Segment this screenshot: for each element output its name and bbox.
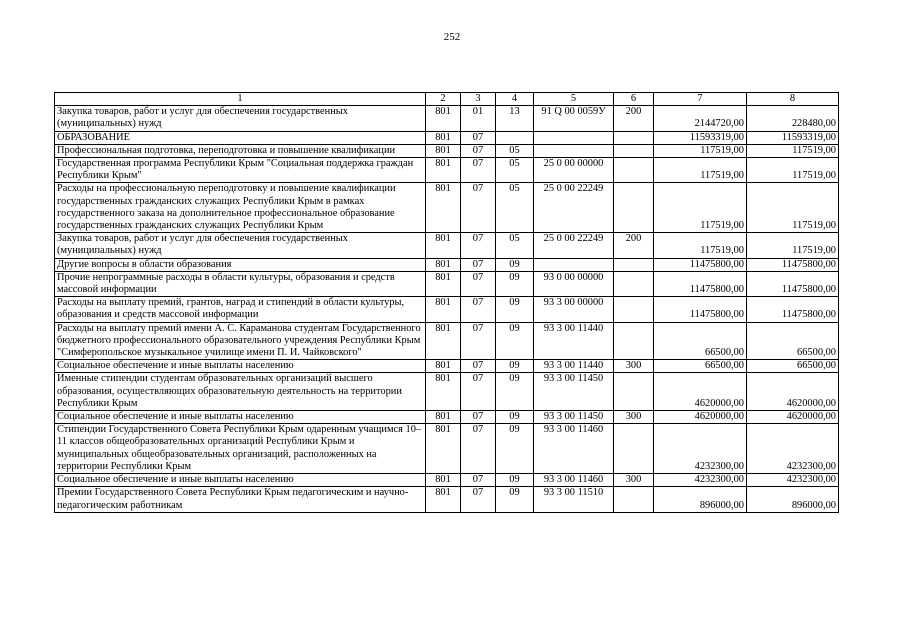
item-name: Закупка товаров, работ и услуг для обеспечения государственных (муниципальных) нужд <box>55 233 426 258</box>
amount-year-2: 4232300,00 <box>747 474 839 487</box>
section-code: 07 <box>461 271 496 296</box>
header-cell: 1 <box>55 93 426 106</box>
ministry-code: 801 <box>426 158 461 183</box>
ministry-code: 801 <box>426 297 461 322</box>
item-name: Расходы на профессиональную переподготовку и повышение квалификации государственных гражданских служащих Республики Крым в рамках государственного заказа на дополнительное профессиональное образование государственных гражданских служащих Республики Крым <box>55 183 426 233</box>
subsection-code: 09 <box>496 373 534 411</box>
expense-type-code <box>614 322 654 360</box>
page-number: 252 <box>443 31 461 43</box>
amount-year-1: 2144720,00 <box>654 106 747 131</box>
section-code: 07 <box>461 474 496 487</box>
subsection-code: 09 <box>496 271 534 296</box>
target-article-code: 93 0 00 00000 <box>534 271 614 296</box>
target-article-code <box>534 131 614 144</box>
expense-type-code <box>614 158 654 183</box>
table-row <box>55 474 839 487</box>
table-row <box>55 183 839 233</box>
section-code: 07 <box>461 424 496 474</box>
section-code: 07 <box>461 258 496 271</box>
item-name: Социальное обеспечение и иные выплаты населению <box>55 474 426 487</box>
section-code: 07 <box>461 183 496 233</box>
subsection-code: 05 <box>496 144 534 157</box>
table-row <box>55 258 839 271</box>
target-article-code: 93 3 00 11440 <box>534 322 614 360</box>
ministry-code: 801 <box>426 487 461 512</box>
target-article-code: 25 0 00 22249 <box>534 183 614 233</box>
target-article-code: 91 Q 00 0059У <box>534 106 614 131</box>
amount-year-1: 4620000,00 <box>654 373 747 411</box>
target-article-code: 93 3 00 11460 <box>534 424 614 474</box>
target-article-code <box>534 144 614 157</box>
amount-year-2: 4620000,00 <box>747 411 839 424</box>
subsection-code: 05 <box>496 158 534 183</box>
amount-year-1: 11593319,00 <box>654 131 747 144</box>
section-code: 07 <box>461 297 496 322</box>
item-name: Премии Государственного Совета Республики Крым педагогическим и научно-педагогическим работникам <box>55 487 426 512</box>
target-article-code: 93 3 00 11440 <box>534 360 614 373</box>
ministry-code: 801 <box>426 106 461 131</box>
expense-type-code <box>614 373 654 411</box>
item-name: Социальное обеспечение и иные выплаты населению <box>55 411 426 424</box>
amount-year-2: 4620000,00 <box>747 373 839 411</box>
table-row <box>55 373 839 411</box>
item-name: Другие вопросы в области образования <box>55 258 426 271</box>
expense-type-code <box>614 183 654 233</box>
table-row <box>55 271 839 296</box>
item-name: Социальное обеспечение и иные выплаты населению <box>55 360 426 373</box>
expense-type-code: 300 <box>614 411 654 424</box>
amount-year-2: 4232300,00 <box>747 424 839 474</box>
item-name: Стипендии Государственного Совета Республики Крым одаренным учащимся 10–11 классов общеобразовательных организаций Республики Крым и муниципальных общеобразовательных организаций, расположенных на территории Республики Крым <box>55 424 426 474</box>
table-row <box>55 297 839 322</box>
subsection-code: 09 <box>496 424 534 474</box>
header-cell: 4 <box>496 93 534 106</box>
target-article-code: 93 3 00 00000 <box>534 297 614 322</box>
section-code: 07 <box>461 373 496 411</box>
subsection-code <box>496 131 534 144</box>
header-cell: 5 <box>534 93 614 106</box>
amount-year-1: 4232300,00 <box>654 474 747 487</box>
amount-year-1: 117519,00 <box>654 144 747 157</box>
amount-year-1: 11475800,00 <box>654 258 747 271</box>
expense-type-code <box>614 144 654 157</box>
table-row <box>55 411 839 424</box>
amount-year-1: 117519,00 <box>654 158 747 183</box>
amount-year-2: 11475800,00 <box>747 297 839 322</box>
table-row <box>55 424 839 474</box>
amount-year-2: 66500,00 <box>747 360 839 373</box>
subsection-code: 09 <box>496 487 534 512</box>
target-article-code: 93 3 00 11450 <box>534 373 614 411</box>
subsection-code: 09 <box>496 360 534 373</box>
section-code: 07 <box>461 411 496 424</box>
subsection-code: 05 <box>496 183 534 233</box>
item-name: Прочие непрограммные расходы в области культуры, образования и средств массовой информации <box>55 271 426 296</box>
header-cell: 3 <box>461 93 496 106</box>
header-cell: 8 <box>747 93 839 106</box>
expense-type-code <box>614 424 654 474</box>
table-row <box>55 233 839 258</box>
ministry-code: 801 <box>426 183 461 233</box>
target-article-code: 25 0 00 22249 <box>534 233 614 258</box>
expense-type-code <box>614 131 654 144</box>
amount-year-1: 117519,00 <box>654 183 747 233</box>
amount-year-1: 4232300,00 <box>654 424 747 474</box>
amount-year-1: 66500,00 <box>654 360 747 373</box>
section-code: 01 <box>461 106 496 131</box>
expense-type-code <box>614 297 654 322</box>
subsection-code: 09 <box>496 411 534 424</box>
amount-year-2: 66500,00 <box>747 322 839 360</box>
target-article-code: 93 3 00 11450 <box>534 411 614 424</box>
expense-type-code <box>614 271 654 296</box>
table-row <box>55 131 839 144</box>
table-row <box>55 322 839 360</box>
ministry-code: 801 <box>426 131 461 144</box>
expense-type-code: 300 <box>614 360 654 373</box>
amount-year-1: 896000,00 <box>654 487 747 512</box>
ministry-code: 801 <box>426 360 461 373</box>
item-name: ОБРАЗОВАНИЕ <box>55 131 426 144</box>
budget-table <box>54 92 839 513</box>
item-name: Государственная программа Республики Крым "Социальная поддержка граждан Республики Крым" <box>55 158 426 183</box>
amount-year-2: 117519,00 <box>747 233 839 258</box>
header-cell: 7 <box>654 93 747 106</box>
amount-year-2: 11475800,00 <box>747 258 839 271</box>
ministry-code: 801 <box>426 322 461 360</box>
amount-year-1: 117519,00 <box>654 233 747 258</box>
target-article-code: 25 0 00 00000 <box>534 158 614 183</box>
ministry-code: 801 <box>426 424 461 474</box>
item-name: Расходы на выплату премий имени А. С. Караманова студентам Государственного бюджетного профессионального образовательного учреждения Республики Крым "Симферопольское музыкальное училище имени П. И. Чайковского" <box>55 322 426 360</box>
subsection-code: 09 <box>496 297 534 322</box>
table-row <box>55 360 839 373</box>
ministry-code: 801 <box>426 144 461 157</box>
section-code: 07 <box>461 360 496 373</box>
amount-year-2: 11593319,00 <box>747 131 839 144</box>
target-article-code: 93 3 00 11510 <box>534 487 614 512</box>
amount-year-1: 4620000,00 <box>654 411 747 424</box>
table-row <box>55 487 839 512</box>
amount-year-2: 117519,00 <box>747 158 839 183</box>
table-row <box>55 158 839 183</box>
section-code: 07 <box>461 158 496 183</box>
item-name: Профессиональная подготовка, переподготовка и повышение квалификации <box>55 144 426 157</box>
subsection-code: 09 <box>496 322 534 360</box>
section-code: 07 <box>461 233 496 258</box>
target-article-code: 93 3 00 11460 <box>534 474 614 487</box>
header-cell: 6 <box>614 93 654 106</box>
ministry-code: 801 <box>426 258 461 271</box>
table-row <box>55 106 839 131</box>
expense-type-code: 200 <box>614 106 654 131</box>
amount-year-2: 117519,00 <box>747 144 839 157</box>
item-name: Закупка товаров, работ и услуг для обеспечения государственных (муниципальных) нужд <box>55 106 426 131</box>
expense-type-code: 200 <box>614 233 654 258</box>
amount-year-1: 66500,00 <box>654 322 747 360</box>
section-code: 07 <box>461 144 496 157</box>
expense-type-code: 300 <box>614 474 654 487</box>
amount-year-2: 896000,00 <box>747 487 839 512</box>
amount-year-2: 117519,00 <box>747 183 839 233</box>
amount-year-1: 11475800,00 <box>654 297 747 322</box>
subsection-code: 13 <box>496 106 534 131</box>
subsection-code: 09 <box>496 474 534 487</box>
ministry-code: 801 <box>426 271 461 296</box>
section-code: 07 <box>461 131 496 144</box>
section-code: 07 <box>461 322 496 360</box>
amount-year-2: 228480,00 <box>747 106 839 131</box>
expense-type-code <box>614 258 654 271</box>
section-code: 07 <box>461 487 496 512</box>
header-cell: 2 <box>426 93 461 106</box>
item-name: Именные стипендии студентам образовательных организаций высшего образования, осуществляющих образовательную деятельность на территории Республики Крым <box>55 373 426 411</box>
ministry-code: 801 <box>426 474 461 487</box>
subsection-code: 05 <box>496 233 534 258</box>
ministry-code: 801 <box>426 411 461 424</box>
header-row <box>55 93 839 106</box>
table-row <box>55 144 839 157</box>
item-name: Расходы на выплату премий, грантов, наград и стипендий в области культуры, образования и средств массовой информации <box>55 297 426 322</box>
amount-year-2: 11475800,00 <box>747 271 839 296</box>
ministry-code: 801 <box>426 373 461 411</box>
subsection-code: 09 <box>496 258 534 271</box>
target-article-code <box>534 258 614 271</box>
ministry-code: 801 <box>426 233 461 258</box>
expense-type-code <box>614 487 654 512</box>
amount-year-1: 11475800,00 <box>654 271 747 296</box>
